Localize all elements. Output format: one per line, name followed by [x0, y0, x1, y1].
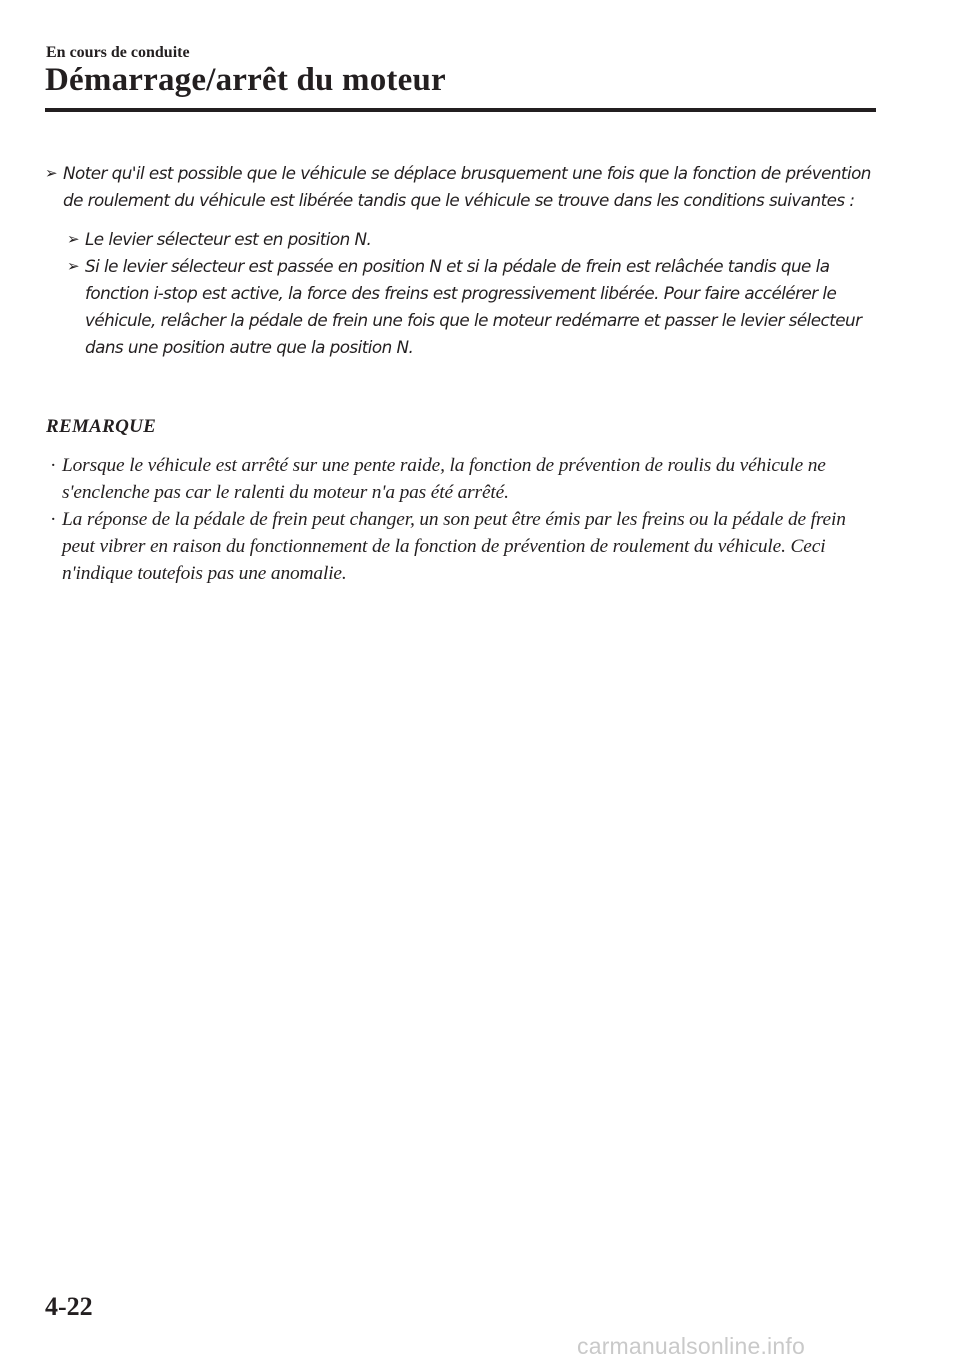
- warning-sub-list: [45, 226, 875, 361]
- arrow-bullet-icon: ➢: [45, 164, 58, 182]
- page-title: Démarrage/arrêt du moteur: [45, 62, 446, 98]
- warning-sub-text: Le levier sélecteur est en position N.: [85, 229, 372, 249]
- arrow-bullet-icon: ➢: [67, 257, 80, 275]
- note-list: [50, 452, 880, 587]
- warning-main-text: Noter qu'il est possible que le véhicule se déplace brusquement une fois que la fonction de prévention de roulement du véhicule est libérée tandis que le véhicule se trouve dans les conditions suivantes :: [63, 163, 871, 210]
- note-item: [50, 452, 880, 506]
- note-item: [50, 506, 880, 587]
- warning-sub-item: [67, 253, 875, 361]
- dot-bullet-icon: ·: [50, 455, 57, 476]
- title-rule: [45, 108, 876, 112]
- warning-main-item: [45, 160, 875, 214]
- note-item-text: La réponse de la pédale de frein peut changer, un son peut être émis par les freins ou la pédale de frein peut vibrer en raison du fonctionnement de la fonction de prévention de roulement du véhicule. Ceci n'indique toutefois pas une anomalie.: [62, 509, 846, 584]
- note-heading: REMARQUE: [46, 416, 157, 437]
- warning-sub-item: [67, 226, 875, 253]
- page-number: 4-22: [45, 1292, 93, 1321]
- section-label: En cours de conduite: [46, 44, 190, 61]
- note-item-text: Lorsque le véhicule est arrêté sur une pente raide, la fonction de prévention de roulis du véhicule ne s'enclenche pas car le ralenti du moteur n'a pas été arrêté.: [62, 455, 826, 503]
- dot-bullet-icon: ·: [50, 509, 57, 530]
- warning-sub-text: Si le levier sélecteur est passée en position N et si la pédale de frein est relâchée tandis que la fonction i-stop est active, la force des freins est progressivement libérée. Pour faire accélérer le véhicule, relâcher la pédale de frein une fois que le moteur redémarre et passer le levier sélecteur dans une position autre que la position N.: [85, 256, 862, 357]
- warning-block: [45, 160, 875, 361]
- arrow-bullet-icon: ➢: [67, 230, 80, 248]
- watermark: carmanualsonline.info: [577, 1333, 805, 1359]
